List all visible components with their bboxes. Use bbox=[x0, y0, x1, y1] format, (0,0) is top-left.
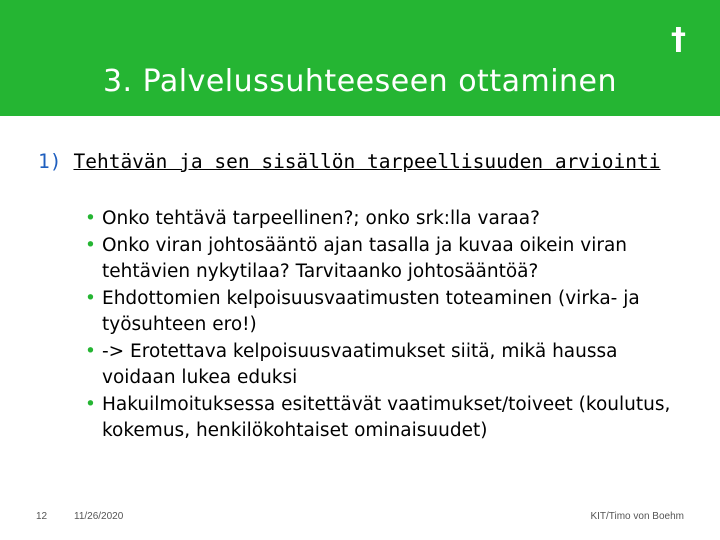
bullet-item bbox=[85, 233, 695, 286]
cross-icon: † bbox=[671, 22, 686, 57]
slide-author: KIT/Timo von Boehm bbox=[590, 511, 684, 522]
bullet-list bbox=[85, 206, 695, 445]
bullet-item bbox=[85, 392, 695, 445]
bullet-icon: • bbox=[85, 234, 96, 256]
bullet-icon: • bbox=[85, 208, 96, 229]
bullet-text: Hakuilmoituksessa esitettävät vaatimukset/toiveet (koulutus, kokemus, henkilökohtaiset ominaisuudet) bbox=[102, 393, 671, 441]
bullet-item bbox=[85, 206, 695, 233]
section-heading-text: Tehtävän ja sen sisällön tarpeellisuuden arviointi bbox=[73, 150, 661, 173]
bullet-text: Onko viran johtosääntö ajan tasalla ja kuvaa oikein viran tehtävien nykytilaa? Tarvitaanko johtosääntöä? bbox=[102, 234, 628, 282]
bullet-item bbox=[85, 286, 695, 339]
bullet-text: Ehdottomien kelpoisuusvaatimusten toteaminen (virka- ja työsuhteen ero!) bbox=[102, 287, 640, 335]
slide-number: 12 bbox=[36, 511, 48, 522]
bullet-text: Onko tehtävä tarpeellinen?; onko srk:lla varaa? bbox=[102, 208, 540, 229]
bullet-icon: • bbox=[85, 393, 96, 415]
section-number: 1) bbox=[38, 150, 62, 173]
title-banner bbox=[0, 0, 720, 116]
slide-date: 11/26/2020 bbox=[74, 511, 124, 522]
bullet-icon: • bbox=[85, 287, 96, 309]
bullet-item bbox=[85, 339, 695, 392]
bullet-text: -> Erotettava kelpoisuusvaatimukset siitä, mikä haussa voidaan lukea eduksi bbox=[102, 340, 618, 388]
slide-title: 3. Palvelussuhteeseen ottaminen bbox=[102, 64, 618, 99]
bullet-icon: • bbox=[85, 340, 96, 362]
section-heading bbox=[38, 150, 660, 173]
